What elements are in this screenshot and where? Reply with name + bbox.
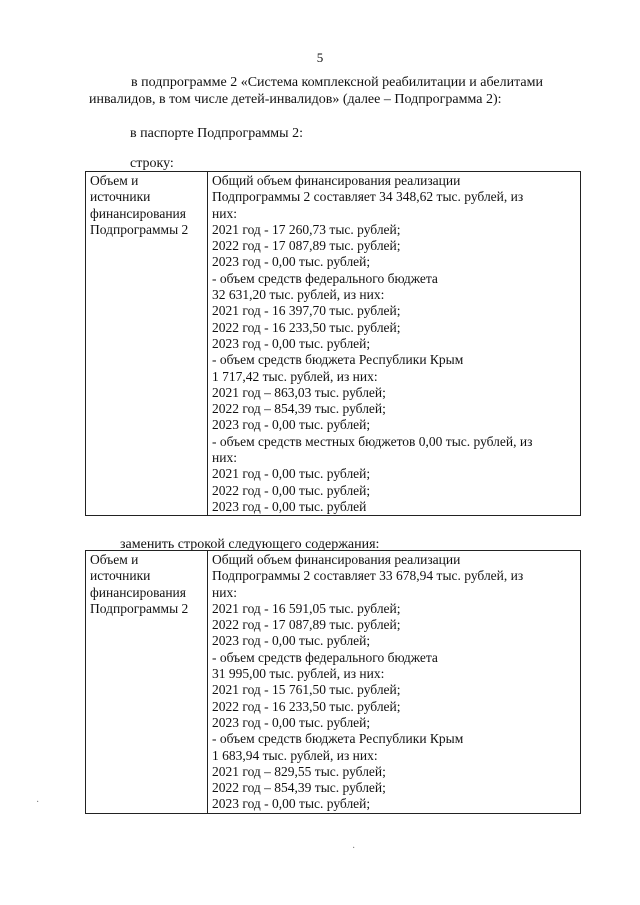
new-right-line: 2023 год - 0,00 тыс. рублей; [212, 633, 371, 649]
new-financing-table [85, 550, 581, 814]
old-row-right-cell [208, 172, 581, 516]
old-right-line: 2022 год - 17 087,89 тыс. рублей; [212, 238, 401, 254]
new-right-line: 1 683,94 тыс. рублей, из них: [212, 747, 378, 763]
old-right-line: 2022 год - 0,00 тыс. рублей; [212, 482, 371, 498]
new-right-line: них: [212, 584, 237, 600]
new-row-left-cell [86, 551, 208, 814]
old-left-line: источники [90, 189, 151, 205]
old-left-line: Подпрограммы 2 [90, 221, 189, 237]
old-right-line: 1 717,42 тыс. рублей, из них: [212, 368, 378, 384]
new-right-line: - объем средств бюджета Республики Крым [212, 731, 464, 747]
old-right-line: 2022 год – 854,39 тыс. рублей; [212, 401, 386, 417]
new-right-line: 2022 год - 17 087,89 тыс. рублей; [212, 617, 401, 633]
new-row-right-cell [208, 551, 581, 814]
old-financing-table [85, 171, 581, 516]
old-right-line: них: [212, 205, 237, 221]
old-right-line: 2021 год – 863,03 тыс. рублей; [212, 384, 386, 400]
intro-line-1: в подпрограмме 2 «Система комплексной реабилитации и абелитами [131, 75, 543, 90]
table-row [86, 172, 581, 516]
new-left-line: Подпрограммы 2 [90, 600, 189, 616]
scan-speck: · [36, 797, 40, 808]
new-right-line: 2022 год - 16 233,50 тыс. рублей; [212, 698, 401, 714]
old-right-line: 2023 год - 0,00 тыс. рублей [212, 498, 367, 514]
new-right-line: 2022 год – 854,39 тыс. рублей; [212, 780, 386, 796]
new-left-line: источники [90, 568, 151, 584]
old-row-left-cell [86, 172, 208, 516]
old-right-line: 2023 год - 0,00 тыс. рублей; [212, 254, 371, 270]
passport-text: в паспорте Подпрограммы 2: [130, 126, 303, 141]
old-right-line: Подпрограммы 2 составляет 34 348,62 тыс. рублей, из [212, 189, 524, 205]
replace-text: заменить строкой следующего содержания: [120, 537, 380, 552]
old-right-line: - объем средств местных бюджетов 0,00 тыс. рублей, из [212, 433, 533, 449]
new-right-line: 2023 год - 0,00 тыс. рублей; [212, 796, 371, 812]
new-right-line: Общий объем финансирования реализации [212, 552, 461, 567]
new-right-line: Подпрограммы 2 составляет 33 678,94 тыс. рублей, из [212, 568, 524, 584]
new-right-line: 2021 год - 15 761,50 тыс. рублей; [212, 682, 401, 698]
old-right-line: 32 631,20 тыс. рублей, из них: [212, 287, 385, 303]
new-left-line: Объем и [90, 552, 139, 567]
new-left-line: финансирования [90, 584, 186, 600]
intro-line-2: инвалидов, в том числе детей-инвалидов» (далее – Подпрограмма 2): [89, 92, 502, 107]
old-right-line: 2022 год - 16 233,50 тыс. рублей; [212, 319, 401, 335]
new-right-line: 2021 год - 16 591,05 тыс. рублей; [212, 600, 401, 616]
row-label: строку: [130, 156, 174, 171]
new-right-line: 31 995,00 тыс. рублей, из них: [212, 666, 385, 682]
new-right-line: 2023 год - 0,00 тыс. рублей; [212, 714, 371, 730]
old-right-line: них: [212, 450, 237, 466]
old-right-line: 2021 год - 16 397,70 тыс. рублей; [212, 303, 401, 319]
old-left-line: финансирования [90, 205, 186, 221]
new-right-line: 2021 год – 829,55 тыс. рублей; [212, 763, 386, 779]
scan-speck: · [352, 843, 356, 854]
old-right-line: 2021 год - 0,00 тыс. рублей; [212, 466, 371, 482]
old-right-line: 2023 год - 0,00 тыс. рублей; [212, 417, 371, 433]
old-left-line: Объем и [90, 173, 139, 188]
new-right-line: - объем средств федерального бюджета [212, 649, 438, 665]
old-right-line: - объем средств федерального бюджета [212, 270, 438, 286]
intro-paragraph [89, 74, 586, 108]
old-right-line: 2023 год - 0,00 тыс. рублей; [212, 335, 371, 351]
page-number: 5 [316, 50, 324, 65]
old-right-line: - объем средств бюджета Республики Крым [212, 352, 464, 368]
old-right-line: 2021 год - 17 260,73 тыс. рублей; [212, 221, 401, 237]
old-right-line: Общий объем финансирования реализации [212, 173, 461, 188]
table-row [86, 551, 581, 814]
